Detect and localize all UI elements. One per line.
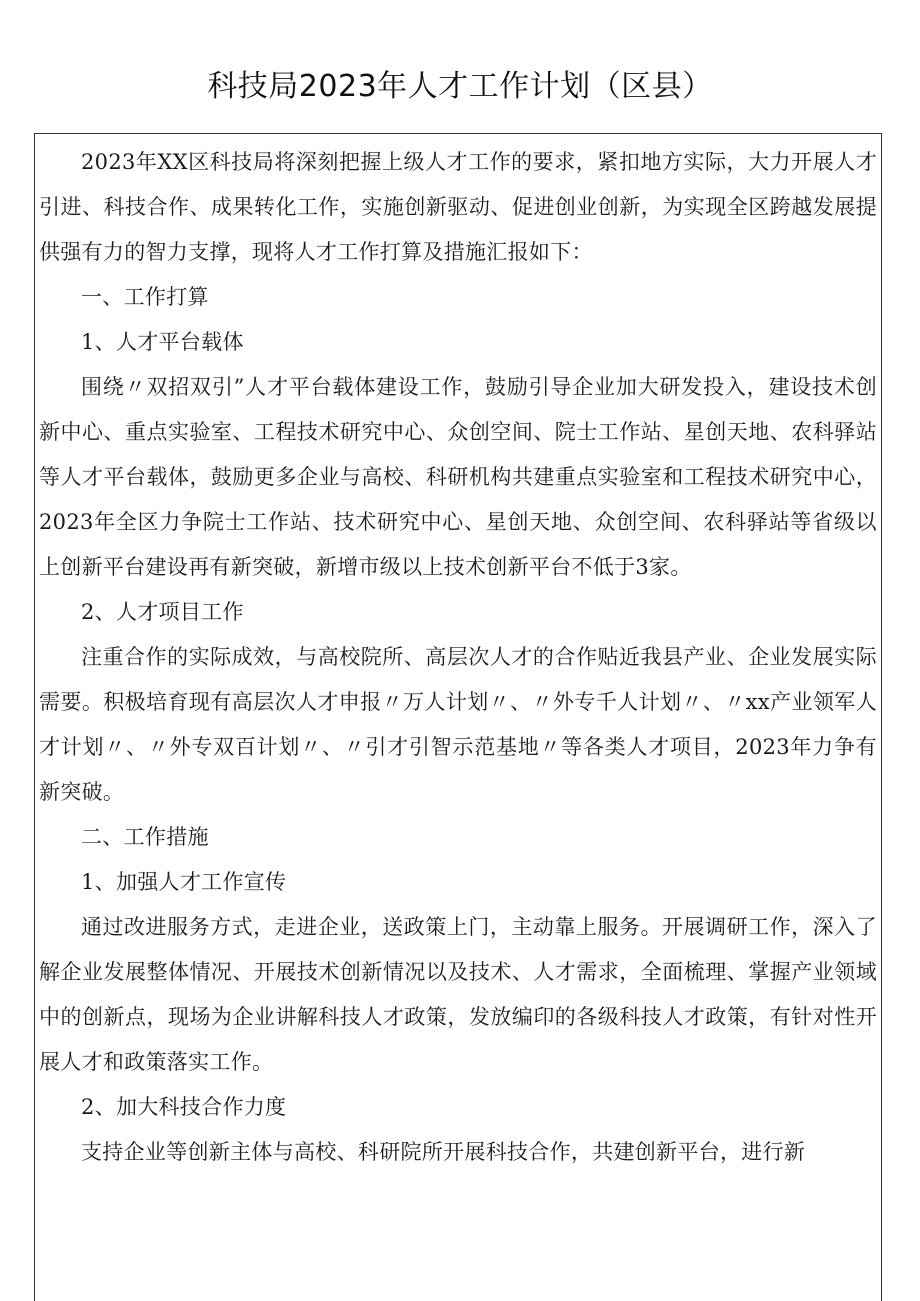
subheading-cooperation: 2、加大科技合作力度 [81,1095,287,1119]
document-body [39,140,877,1175]
document-frame [34,133,882,1301]
subheading-publicity: 1、加强人才工作宣传 [81,870,287,894]
subheading-talent-platform: 1、人才平台载体 [81,330,244,354]
subheading-talent-projects: 2、人才项目工作 [81,600,244,624]
document-title: 科技局2023年人才工作计划（区县） [207,69,713,104]
section-heading-work-measures: 二、工作措施 [81,825,209,849]
paragraph-cooperation: 支持企业等创新主体与高校、科研院所开展科技合作，共建创新平台，进行新 [81,1140,806,1164]
section-heading-work-plan: 一、工作打算 [81,285,209,309]
paragraph-publicity: 通过改进服务方式，走进企业，送政策上门，主动靠上服务。开展调研工作，深入了解企业发展整体情况、开展技术创新情况以及技术、人才需求，全面梳理、掌握产业领域中的创新点，现场为企业讲解科技人才政策，发放编印的各级科技人才政策，有针对性开展人才和政策落实工作。 [39,915,877,1074]
paragraph-talent-platform: 围绕〃双招双引”人才平台载体建设工作，鼓励引导企业加大研发投入，建设技术创新中心、重点实验室、工程技术研究中心、众创空间、院士工作站、星创天地、农科驿站等人才平台载体，鼓励更多企业与高校、科研机构共建重点实验室和工程技术研究中心，2023年全区力争院士工作站、技术研究中心、星创天地、众创空间、农科驿站等省级以上创新平台建设再有新突破，新增市级以上技术创新平台不低于3家。 [39,375,877,579]
paragraph-talent-projects: 注重合作的实际成效，与高校院所、高层次人才的合作贴近我县产业、企业发展实际需要。积极培育现有高层次人才申报〃万人计划〃、〃外专千人计划〃、〃xx产业领军人才计划〃、〃外专双百计划〃、〃引才引智示范基地〃等各类人才项目，2023年力争有新突破。 [39,645,877,804]
paragraph-intro: 2023年XX区科技局将深刻把握上级人才工作的要求，紧扣地方实际，大力开展人才引进、科技合作、成果转化工作，实施创新驱动、促进创业创新，为实现全区跨越发展提供强有力的智力支撑，现将人才工作打算及措施汇报如下： [39,150,877,264]
